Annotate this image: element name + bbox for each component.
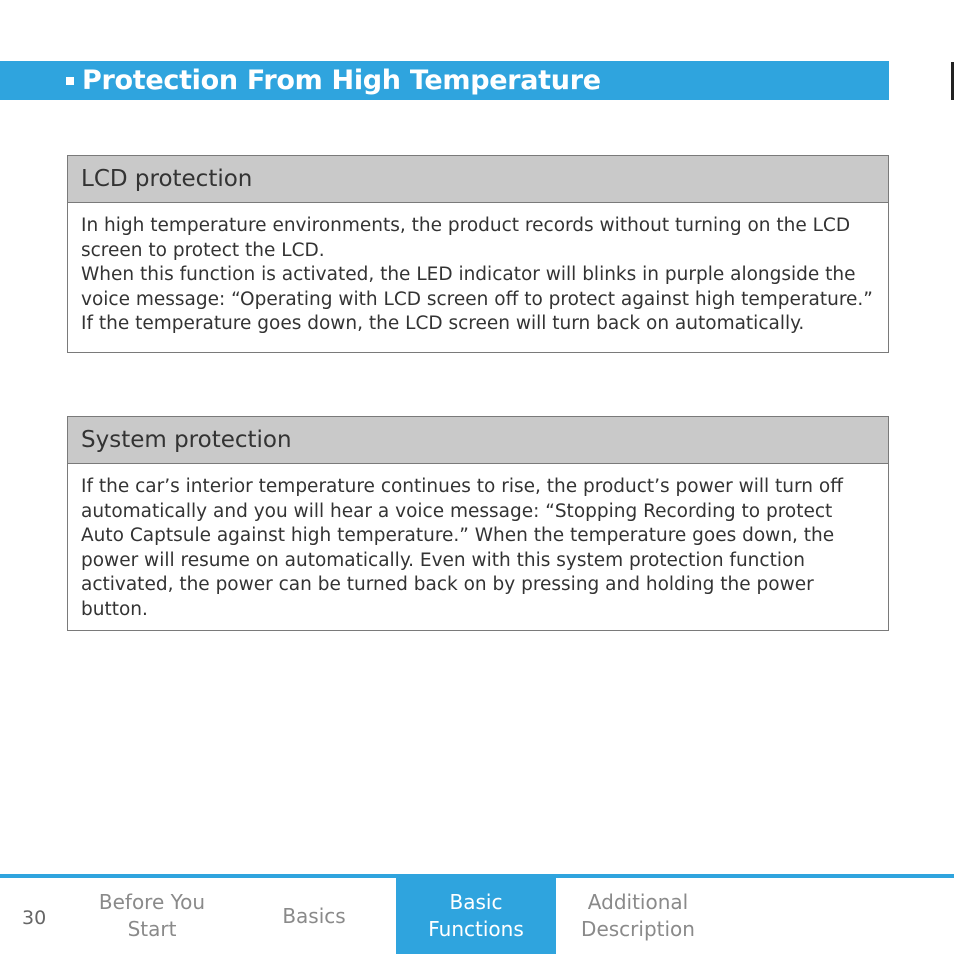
lcd-protection-body [68,203,888,349]
section-title-bar [0,61,889,100]
system-protection-body [68,464,888,635]
lcd-protection-paragraph: If the temperature goes down, the LCD screen will turn back on automatically. [81,313,805,335]
page-title: Protection From High Temperature [82,65,601,96]
lcd-protection-paragraph: When this function is activated, the LED indicator will blinks in purple alongside the voice message: “Operating with LCD screen off to protect against high temperature.” [81,264,873,310]
system-protection-heading: System protection [68,417,888,464]
footer-navigation [0,874,954,954]
tab-additional-description[interactable] [558,878,718,954]
tab-basic-functions[interactable] [396,878,556,954]
lcd-protection-paragraph: In high temperature environments, the product records without turning on the LCD screen to protect the LCD. [81,215,851,261]
system-protection-box [67,416,889,631]
tab-label-line: Functions [428,917,524,941]
tab-basics[interactable] [234,878,394,954]
page-number: 30 [22,907,47,929]
tab-label-line: Basics [282,903,346,928]
tab-label-line: Basic [449,890,503,914]
tab-label-line: Description [581,917,695,941]
lcd-protection-heading: LCD protection [68,156,888,203]
tab-label-line: Before You [98,890,206,914]
square-bullet-icon [66,77,74,85]
tab-label-line: Start [127,917,177,941]
tab-label-line: Additional [587,890,689,914]
system-protection-paragraph: If the car’s interior temperature continues to rise, the product’s power will turn off automatically and you will hear a voice message: “Stopping Recording to protect Auto Captsule against high temperature.” When the temperature goes down, the power will resume on automatically. Even with this system protection function activated, the power can be turned back on by pressing and holding the power button. [81,476,843,620]
lcd-protection-box [67,155,889,353]
tab-before-you-start[interactable] [72,878,232,954]
